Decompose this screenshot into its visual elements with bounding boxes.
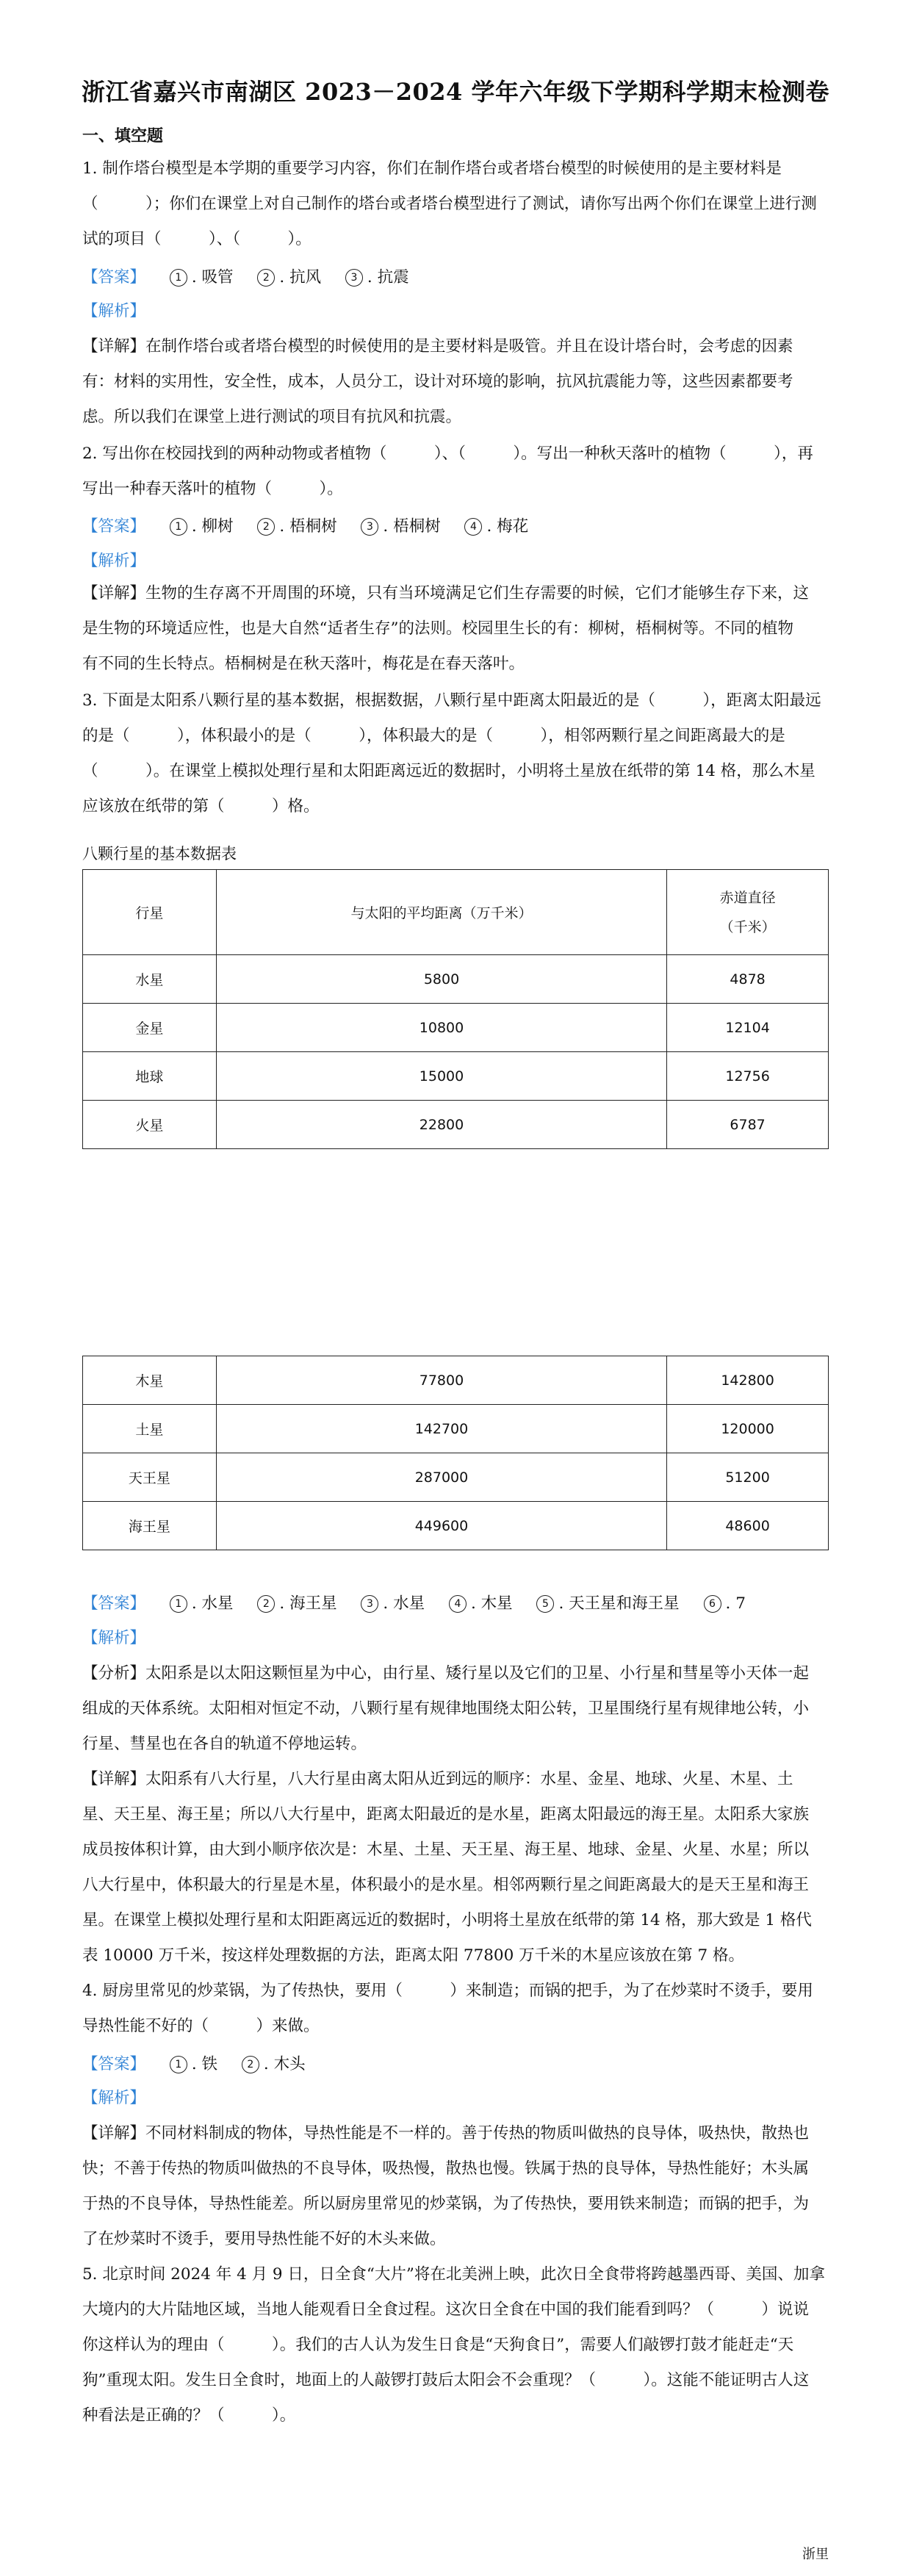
q2-detail <box>82 576 832 682</box>
q3-analysis <box>82 1656 832 1762</box>
table-cell: 天王星 <box>83 1453 217 1502</box>
detail-line: 成员按体积计算，由大到小顺序依次是：木星、土星、天王星、海王星、地球、金星、火星、水星；所以 <box>82 1841 810 1859</box>
q2-line: 写出一种春天落叶的植物（ ）。 <box>82 480 343 498</box>
detail-line: 虑。所以我们在课堂上进行测试的项目有抗风和抗震。 <box>82 408 462 426</box>
detail-line: 了在炒菜时不烫手，要用导热性能不好的木头来做。 <box>82 2230 446 2248</box>
table-cell: 12104 <box>667 1004 829 1052</box>
analysis-line: 行星、彗星也在各自的轨道不停地运转。 <box>82 1735 367 1753</box>
planet-table-part2 <box>82 1356 829 1550</box>
answer-option: 2 . 海王星 <box>257 1589 336 1619</box>
table-cell: 土星 <box>83 1405 217 1453</box>
analysis-tag: 【解析】 <box>82 552 146 570</box>
table-cell: 水星 <box>83 955 217 1004</box>
section-heading: 一、填空题 <box>82 126 164 145</box>
analysis-tag: 【解析】 <box>82 1629 146 1647</box>
answer-option: 3 . 抗震 <box>345 263 409 292</box>
q2-text <box>82 436 832 507</box>
answer-option: 2 . 梧桐树 <box>257 512 336 542</box>
answer-option: 1 . 柳树 <box>170 512 234 542</box>
table-cell: 10800 <box>216 1004 666 1052</box>
table-cell: 15000 <box>216 1052 666 1101</box>
answer-tag: 【答案】 <box>82 1594 146 1613</box>
answer-option: 3 . 梧桐树 <box>361 512 440 542</box>
q1-line: 1. 制作塔台模型是本学期的重要学习内容，你们在制作塔台或者塔台模型的时候使用的是主要材料是 <box>82 159 782 178</box>
table-header: 赤道直径 （千米） <box>667 870 829 955</box>
q1-line: （ ）；你们在课堂上对自己制作的塔台或者塔台模型进行了测试，请你写出两个你们在课堂上进行测 <box>82 195 817 213</box>
answer-tag: 【答案】 <box>82 268 146 287</box>
q3-answer <box>82 1589 746 1619</box>
q3-line: 3. 下面是太阳系八颗行星的基本数据，根据数据，八颗行星中距离太阳最近的是（ ），距离太阳最远 <box>82 691 821 710</box>
table-cell: 地球 <box>83 1052 217 1101</box>
table-row <box>83 1356 829 1405</box>
detail-line: 表 10000 万千米，按这样处理数据的方法，距离太阳 77800 万千米的木星应该放在第 7 格。 <box>82 1946 744 1965</box>
page-title: 浙江省嘉兴市南湖区 2023－2024 学年六年级下学期科学期末检测卷 <box>82 78 829 106</box>
detail-line: 【详解】不同材料制成的物体，导热性能是不一样的。善于传热的物质叫做热的良导体，吸热快，散热也 <box>82 2124 810 2143</box>
table-row <box>83 1101 829 1149</box>
q4-detail <box>82 2116 832 2257</box>
detail-line: 星、天王星、海王星；所以八大行星中，距离太阳最近的是水星，距离太阳最远的海王星。太阳系大家族 <box>82 1805 810 1824</box>
answer-tag: 【答案】 <box>82 2055 146 2073</box>
analysis-tag: 【解析】 <box>82 302 146 320</box>
analysis-tag: 【解析】 <box>82 2089 146 2107</box>
detail-line: 快；不善于传热的物质叫做热的不良导体，吸热慢，散热也慢。铁属于热的良导体，导热性能好；木头属 <box>82 2159 810 2178</box>
table-row <box>83 1405 829 1453</box>
table-cell: 48600 <box>667 1502 829 1550</box>
answer-option: 5 . 天王星和海王星 <box>536 1589 679 1619</box>
answer-option: 3 . 水星 <box>361 1589 425 1619</box>
table-cell: 6787 <box>667 1101 829 1149</box>
q2-answer <box>82 512 528 542</box>
table-row <box>83 1052 829 1101</box>
q3-line: （ ）。在课堂上模拟处理行星和太阳距离远近的数据时，小明将土星放在纸带的第 14 格，那么木星 <box>82 762 815 780</box>
answer-option: 2 . 木头 <box>242 2050 306 2079</box>
answer-option: 1 . 水星 <box>170 1589 234 1619</box>
table-header: 与太阳的平均距离（万千米） <box>216 870 666 955</box>
q1-detail <box>82 329 832 435</box>
detail-line: 【详解】在制作塔台或者塔台模型的时候使用的是主要材料是吸管。并且在设计塔台时，会考虑的因素 <box>82 337 793 356</box>
table-cell: 77800 <box>216 1356 666 1405</box>
q4-line: 导热性能不好的（ ）来做。 <box>82 2017 320 2035</box>
table-header: 行星 <box>83 870 217 955</box>
q3-line: 应该放在纸带的第（ ）格。 <box>82 797 320 816</box>
q5-line: 5. 北京时间 2024 年 4 月 9 日，日全食“大片”将在北美洲上映，此次日全食带将跨越墨西哥、美国、加拿 <box>82 2265 825 2284</box>
q3-detail <box>82 1762 832 1974</box>
table-cell: 木星 <box>83 1356 217 1405</box>
q5-line: 狗”重现太阳。发生日全食时，地面上的人敲锣打鼓后太阳会不会重现？（ ）。这能不能证明古人这 <box>82 2371 810 2389</box>
detail-line: 是生物的环境适应性，也是大自然“适者生存”的法则。校园里生长的有：柳树，梧桐树等。不同的植物 <box>82 619 793 638</box>
answer-tag: 【答案】 <box>82 517 146 536</box>
planet-table-part1 <box>82 869 829 1149</box>
detail-line: 星。在课堂上模拟处理行星和太阳距离远近的数据时，小明将土星放在纸带的第 14 格，那大致是 1 格代 <box>82 1911 812 1929</box>
table-caption: 八颗行星的基本数据表 <box>82 845 237 863</box>
analysis-line: 【分析】太阳系是以太阳这颗恒星为中心，由行星、矮行星以及它们的卫星、小行星和彗星等小天体一起 <box>82 1664 810 1683</box>
detail-line: 八大行星中，体积最大的行星是木星，体积最小的是水星。相邻两颗行星之间距离最大的是天王星和海王 <box>82 1876 810 1894</box>
q5-text <box>82 2257 832 2433</box>
table-cell: 12756 <box>667 1052 829 1101</box>
table-cell: 449600 <box>216 1502 666 1550</box>
table-cell: 22800 <box>216 1101 666 1149</box>
detail-line: 有：材料的实用性，安全性，成本，人员分工，设计对环境的影响，抗风抗震能力等，这些因素都要考 <box>82 373 793 391</box>
q4-answer <box>82 2050 306 2079</box>
table-cell: 海王星 <box>83 1502 217 1550</box>
table-header-row <box>83 870 829 955</box>
table-cell: 4878 <box>667 955 829 1004</box>
q1-text <box>82 151 832 257</box>
answer-option: 4 . 木星 <box>449 1589 513 1619</box>
analysis-line: 组成的天体系统。太阳相对恒定不动，八颗行星有规律地围绕太阳公转，卫星围绕行星有规律地公转，小 <box>82 1699 810 1718</box>
table-row <box>83 1502 829 1550</box>
footer-watermark: 浙里 <box>802 2547 829 2562</box>
table-row <box>83 1004 829 1052</box>
q2-line: 2. 写出你在校园找到的两种动物或者植物（ ）、（ ）。写出一种秋天落叶的植物（ ），再 <box>82 445 813 463</box>
table-cell: 120000 <box>667 1405 829 1453</box>
table-cell: 142700 <box>216 1405 666 1453</box>
answer-option: 4 . 梅花 <box>464 512 528 542</box>
q5-line: 种看法是正确的？（ ）。 <box>82 2406 296 2425</box>
q1-line: 试的项目（ ）、（ ）。 <box>82 230 312 248</box>
answer-option: 6 . 7 <box>704 1589 746 1619</box>
table-cell: 142800 <box>667 1356 829 1405</box>
q5-line: 你这样认为的理由（ ）。我们的古人认为发生日食是“天狗食日”，需要人们敲锣打鼓才能赶走“天 <box>82 2336 794 2354</box>
q3-text <box>82 683 832 824</box>
table-cell: 金星 <box>83 1004 217 1052</box>
table-row <box>83 1453 829 1502</box>
answer-option: 2 . 抗风 <box>257 263 321 292</box>
detail-line: 【详解】太阳系有八大行星，八大行星由离太阳从近到远的顺序：水星、金星、地球、火星、木星、土 <box>82 1770 793 1788</box>
table-cell: 5800 <box>216 955 666 1004</box>
detail-line: 【详解】生物的生存离不开周围的环境，只有当环境满足它们生存需要的时候，它们才能够生存下来，这 <box>82 584 810 602</box>
detail-line: 有不同的生长特点。梧桐树是在秋天落叶，梅花是在春天落叶。 <box>82 655 525 673</box>
q5-line: 大境内的大片陆地区域，当地人能观看日全食过程。这次日全食在中国的我们能看到吗？（ ）说说 <box>82 2300 810 2319</box>
q3-line: 的是（ ），体积最小的是（ ），体积最大的是（ ），相邻两颗行星之间距离最大的是 <box>82 727 785 745</box>
table-cell: 火星 <box>83 1101 217 1149</box>
table-cell: 51200 <box>667 1453 829 1502</box>
q4-line: 4. 厨房里常见的炒菜锅，为了传热快，要用（ ）来制造；而锅的把手，为了在炒菜时不烫手，要用 <box>82 1982 813 2000</box>
q4-text <box>82 1974 832 2044</box>
answer-option: 1 . 铁 <box>170 2050 217 2079</box>
detail-line: 于热的不良导体，导热性能差。所以厨房里常见的炒菜锅，为了传热快，要用铁来制造；而锅的把手，为 <box>82 2195 810 2213</box>
table-cell: 287000 <box>216 1453 666 1502</box>
answer-option: 1 . 吸管 <box>170 263 234 292</box>
q1-answer <box>82 263 409 292</box>
table-row <box>83 955 829 1004</box>
